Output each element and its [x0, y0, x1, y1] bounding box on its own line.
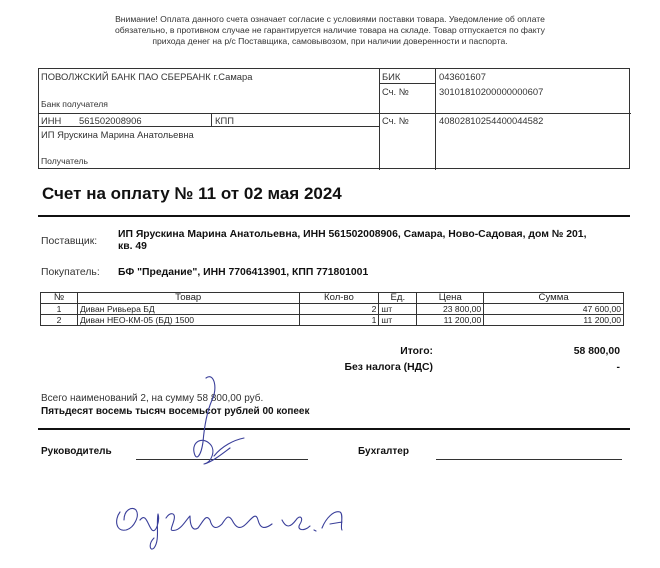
account-label: Сч. №: [382, 115, 409, 126]
bik-value: 043601607: [439, 71, 486, 82]
item-quantity: 2: [299, 304, 379, 315]
recipient-label: Получатель: [41, 156, 88, 166]
inn-label: ИНН: [41, 115, 62, 126]
bank-name: ПОВОЛЖСКИЙ БАНК ПАО СБЕРБАНК г.Самара: [41, 71, 253, 82]
supplier-line: кв. 49: [118, 241, 147, 252]
inn-value: 561502008906: [79, 115, 142, 126]
notice-line: обязательно, в противном случае не гарантируется наличие товара на складе. Товар отпускается по факту: [115, 25, 545, 35]
item-quantity: 1: [299, 315, 379, 326]
notice-line: Внимание! Оплата данного счета означает согласие с условиями поставки товара. Уведомление об оплате: [115, 14, 545, 24]
total-value: 58 800,00: [573, 346, 620, 357]
item-sum: 11 200,00: [484, 315, 624, 326]
item-price: 23 800,00: [417, 304, 484, 315]
buyer-label: Покупатель:: [41, 267, 100, 278]
column-header: Ед.: [379, 293, 417, 304]
kpp-label: КПП: [215, 115, 234, 126]
vat-label: Без налога (НДС): [344, 362, 433, 373]
amount-in-words: Пятьдесят восемь тысяч восемьсот рублей 00 копеек: [41, 406, 310, 417]
bik-label: БИК: [382, 71, 401, 82]
head-label: Руководитель: [41, 446, 112, 457]
corr-account-label: Сч. №: [382, 86, 409, 97]
vat-value: -: [616, 362, 620, 373]
column-header: Товар: [77, 293, 299, 304]
corr-account-value: 30101810200000000607: [439, 86, 544, 97]
column-header: Сумма: [484, 293, 624, 304]
bank-label: Банк получателя: [41, 99, 108, 109]
account-value: 40802810254400044582: [439, 115, 544, 126]
row-number: 2: [41, 315, 78, 326]
item-sum: 47 600,00: [484, 304, 624, 315]
column-header: Кол-во: [299, 293, 379, 304]
column-header: Цена: [417, 293, 484, 304]
column-header: №: [41, 293, 78, 304]
handwritten-name-mark: [117, 508, 342, 549]
buyer-value: БФ "Предание", ИНН 7706413901, КПП 771801001: [118, 267, 369, 278]
item-unit: шт: [379, 304, 417, 315]
item-name: Диван Ривьера БД: [77, 304, 299, 315]
item-price: 11 200,00: [417, 315, 484, 326]
supplier-line: ИП Ярускина Марина Анатольевна, ИНН 561502008906, Самара, Ново-Садовая, дом № 201,: [118, 229, 587, 240]
row-number: 1: [41, 304, 78, 315]
invoice-title: Счет на оплату № 11 от 02 мая 2024: [42, 184, 342, 203]
item-unit: шт: [379, 315, 417, 326]
total-label: Итого:: [400, 346, 433, 357]
head-signature-mark: [194, 377, 244, 464]
items-summary: Всего наименований 2, на сумму 58 800,00 руб.: [41, 393, 264, 404]
supplier-label: Поставщик:: [41, 236, 98, 247]
accountant-label: Бухгалтер: [358, 446, 409, 457]
recipient-name: ИП Ярускина Марина Анатольевна: [41, 129, 194, 140]
item-name: Диван НЕО-КМ-05 (БД) 1500: [77, 315, 299, 326]
notice-line: прихода денег на р/с Поставщика, самовывозом, при наличии доверенности и паспорта.: [152, 36, 508, 46]
